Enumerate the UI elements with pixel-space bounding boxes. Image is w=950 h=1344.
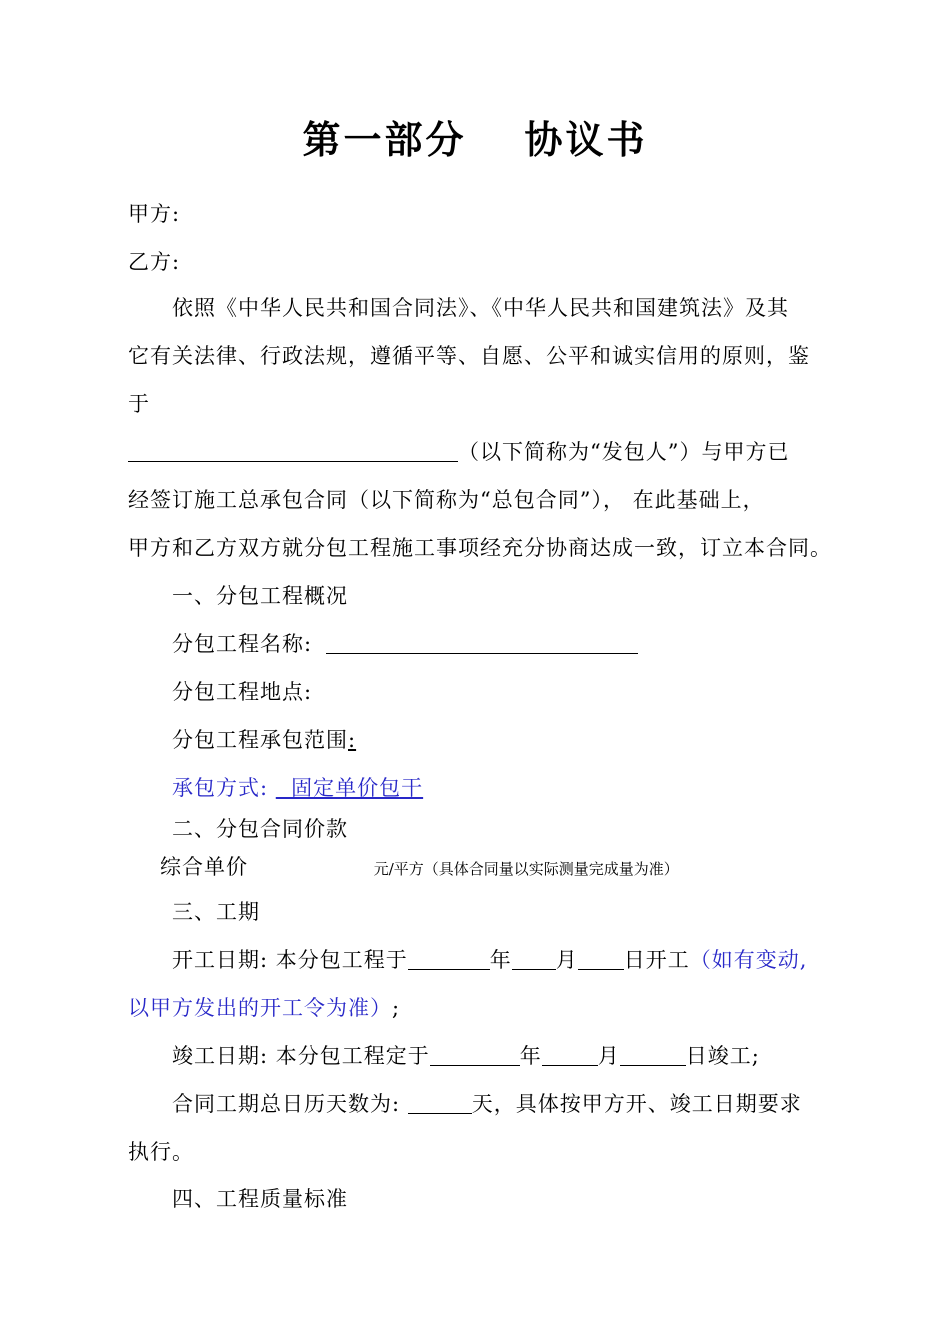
project-location-label: 分包工程地点: (172, 680, 313, 704)
intro-line-4-text: （以下简称为“发包人”）与甲方已 (458, 440, 790, 464)
end-date-row (172, 1042, 760, 1070)
unit-price-row (160, 853, 679, 883)
employer-blank (128, 439, 458, 462)
start-year-blank (408, 947, 490, 970)
contract-method-label: 承包方式: (172, 776, 269, 800)
project-scope-row (172, 726, 368, 754)
title-part: 第一部分 (302, 117, 467, 162)
start-note-2: 以甲方发出的开工令为准） (128, 996, 392, 1020)
total-days-suffix: 天，具体按甲方开、竣工日期要求 (471, 1092, 802, 1116)
start-month-blank (512, 947, 556, 970)
project-name-row (172, 630, 638, 658)
project-scope-label: 分包工程承包范围 (172, 728, 348, 752)
project-name-label: 分包工程名称: (172, 632, 313, 656)
unit-price-unit: 元/平方（具体合同量以实际测量完成量为准） (373, 860, 679, 878)
party-a-label: 甲方: (128, 202, 181, 226)
intro-line-4 (128, 438, 789, 466)
total-days-blank (408, 1091, 472, 1114)
contract-method-row (172, 774, 423, 802)
page-title (0, 112, 950, 168)
intro-line-5: 经签订施工总承包合同（以下简称为“总包合同”）， 在此基础上， (128, 488, 765, 512)
end-date-prefix: 竣工日期: 本分包工程定于 (172, 1044, 430, 1068)
unit-price-label: 综合单价 (160, 855, 248, 879)
contract-method-value: 固定单价包干 (275, 776, 424, 800)
start-date-suffix: 日开工 (623, 948, 690, 972)
start-date-row (172, 946, 807, 974)
end-month-label: 月 (597, 1044, 620, 1068)
start-note-row (128, 994, 400, 1022)
end-day-blank (620, 1043, 686, 1066)
start-year-label: 年 (489, 948, 512, 972)
section-2-heading: 二、分包合同价款 (172, 817, 348, 841)
end-year-label: 年 (519, 1044, 542, 1068)
total-days-row (172, 1090, 802, 1118)
start-month-label: 月 (555, 948, 578, 972)
intro-line-6: 甲方和乙方双方就分包工程施工事项经充分协商达成一致，订立本合同。 (128, 536, 832, 560)
total-days-line-2: 执行。 (128, 1140, 194, 1164)
end-month-blank (542, 1043, 598, 1066)
title-name: 协议书 (524, 117, 648, 162)
intro-line-2: 它有关法律、行政法规，遵循平等、自愿、公平和诚实信用的原则，鉴 (128, 344, 810, 368)
section-4-heading: 四、工程质量标准 (172, 1187, 348, 1211)
intro-line-3: 于 (128, 392, 150, 416)
start-date-prefix: 开工日期: 本分包工程于 (172, 948, 408, 972)
start-day-blank (578, 947, 624, 970)
intro-line-1: 依照《中华人民共和国合同法》、《中华人民共和国建筑法》及其 (172, 296, 789, 320)
section-1-heading: 一、分包工程概况 (172, 584, 348, 608)
end-year-blank (430, 1043, 520, 1066)
start-note-end: ; (392, 996, 401, 1020)
end-date-suffix: 日竣工; (685, 1044, 760, 1068)
section-3-heading: 三、工期 (172, 900, 260, 924)
total-days-prefix: 合同工期总日历天数为: (172, 1092, 401, 1116)
start-note-1: （如有变动, (689, 948, 808, 972)
project-scope-colon: : (348, 728, 357, 752)
party-b-label: 乙方: (128, 250, 181, 274)
project-name-blank (326, 631, 638, 654)
